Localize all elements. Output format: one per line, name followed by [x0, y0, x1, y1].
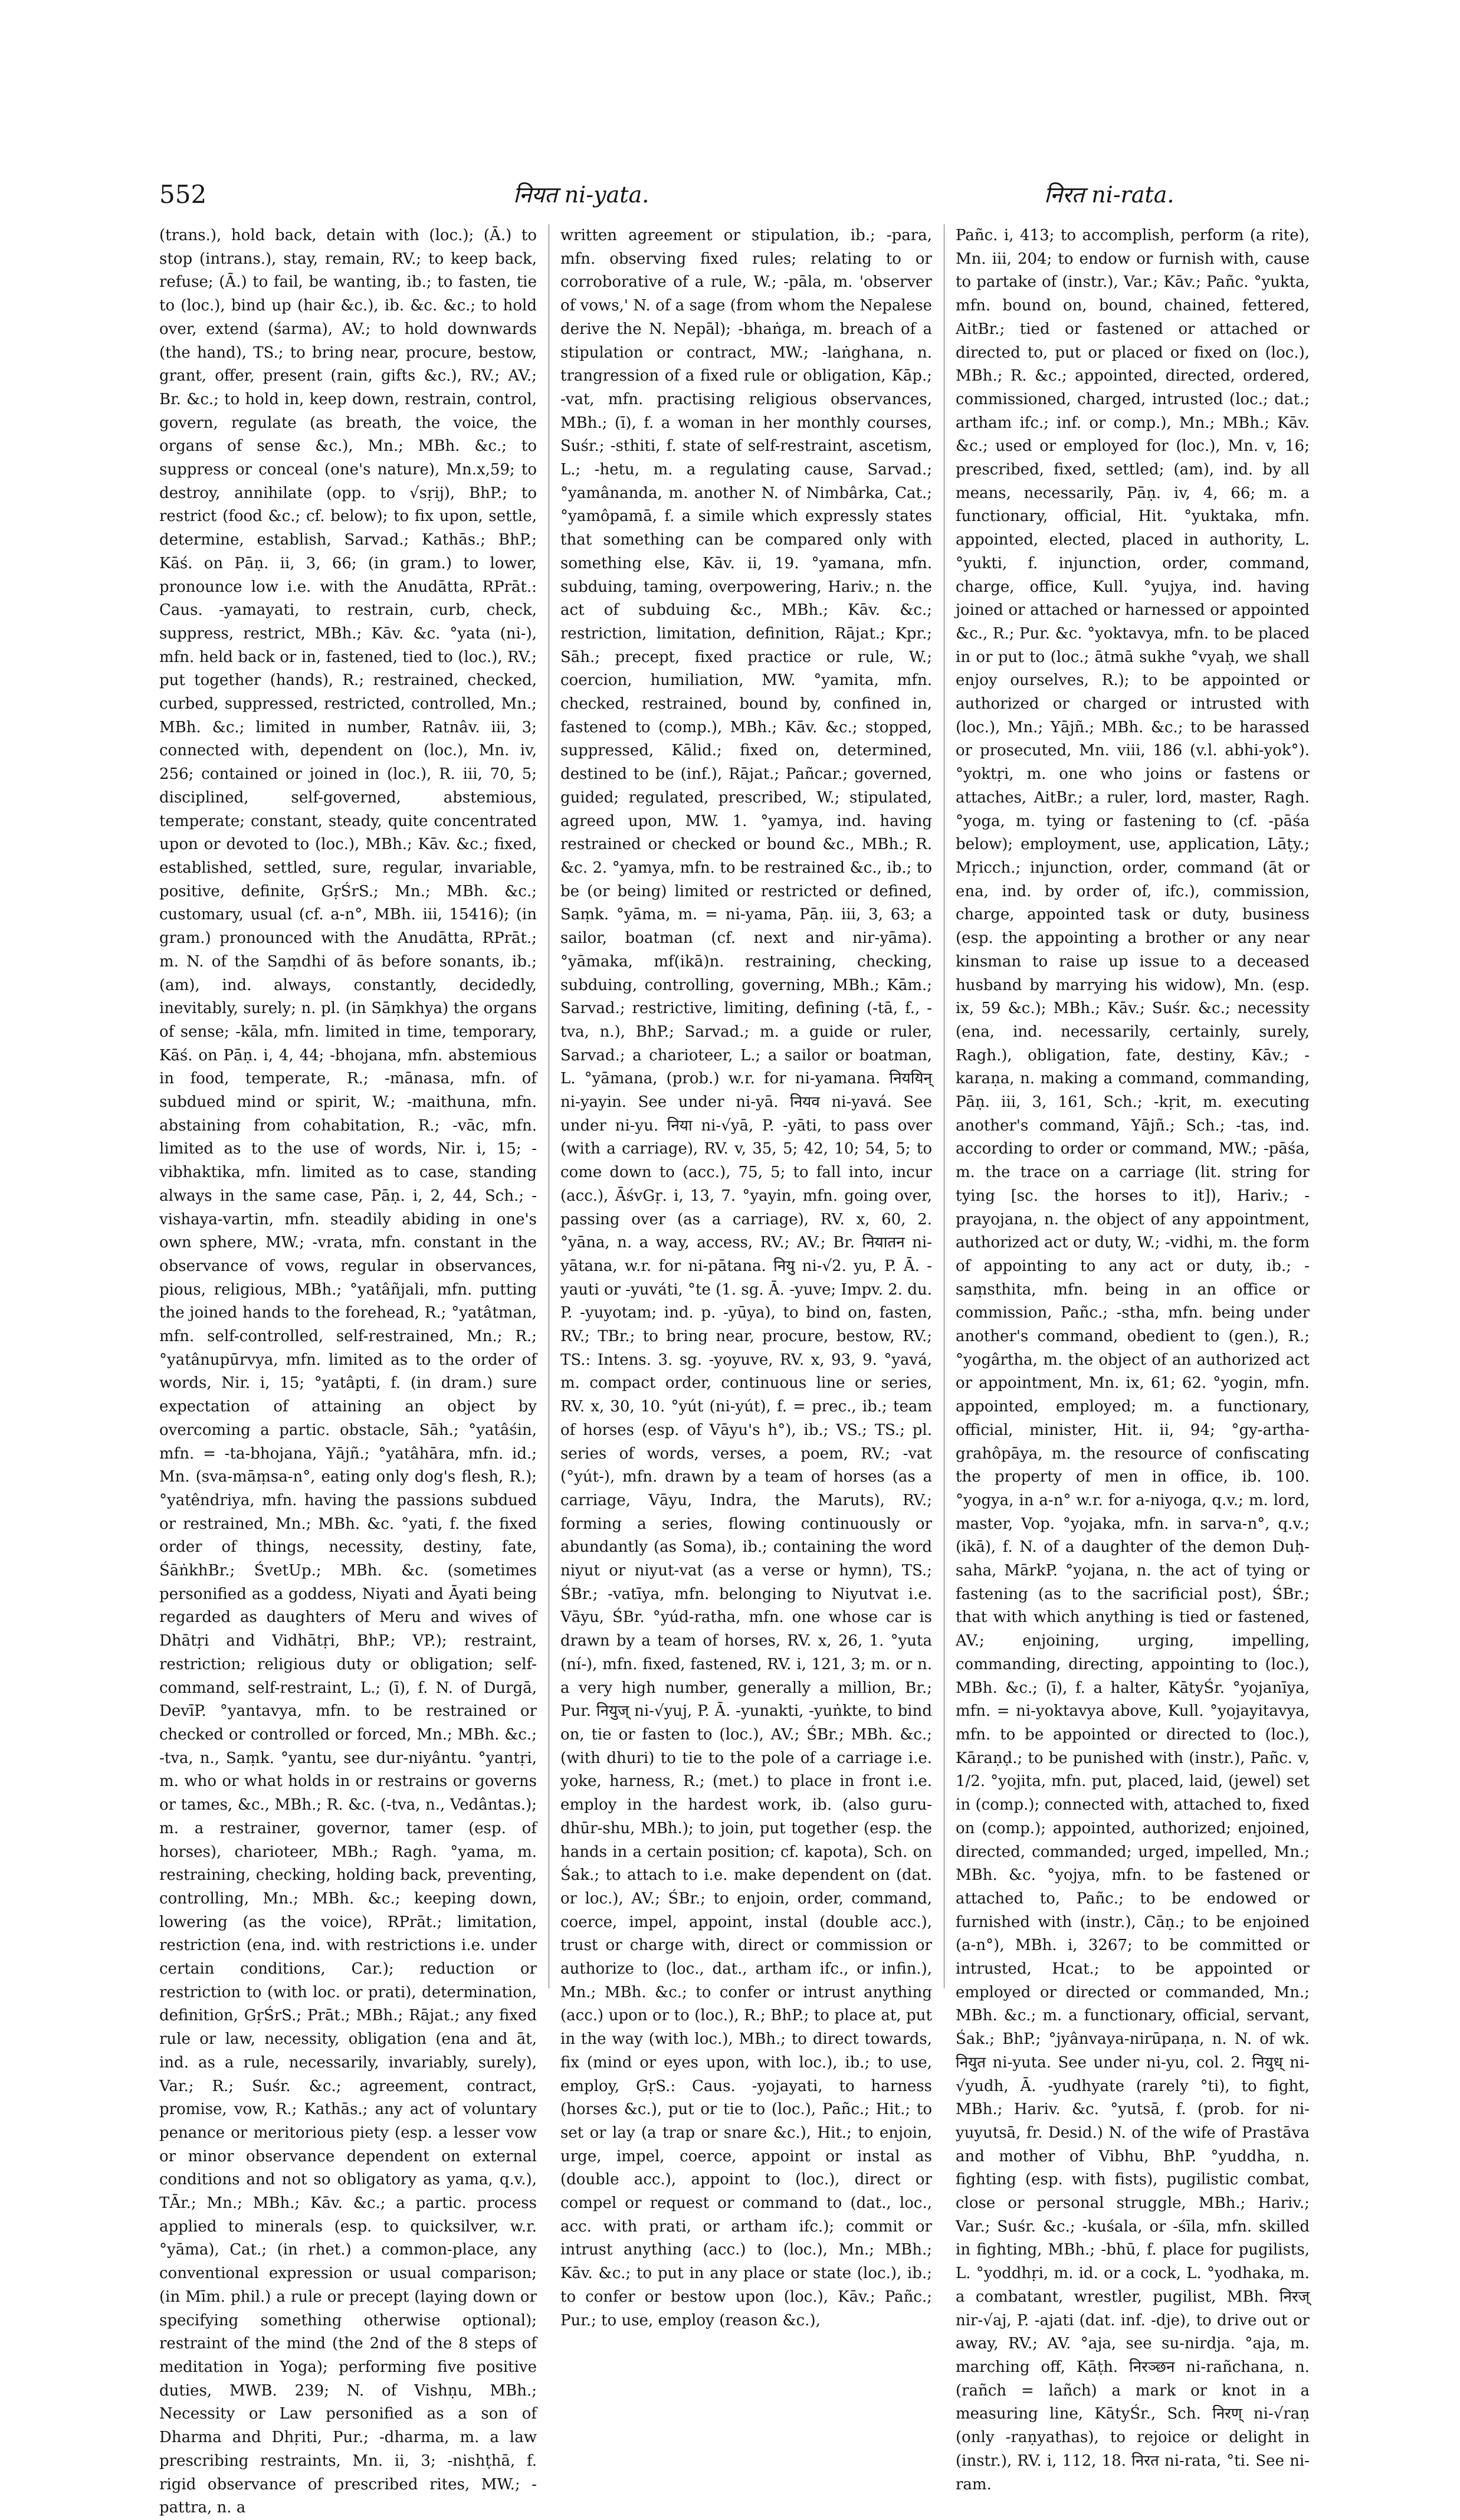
left-running-head: नियत ni-yata.	[513, 182, 649, 208]
running-header	[159, 177, 1310, 212]
column-2-text: written agreement or stipulation, ib.; -para, mfn. observing fixed rules; relating to or corroborative of a rule, W.; -pāla, m. 'observer of vows,' N. of a sage (from whom the Nepalese derive the N. Nepāl); -bhaṅga, m. breach of a stipulation or contract, MW.; -laṅghana, n. trangression of a fixed rule or obligation, Kāp.; -vat, mfn. practising religious observances, MBh.; (ī), f. a woman in her monthly courses, Suśr.; -sthiti, f. state of self-restraint, ascetism, L.; -hetu, m. a regulating cause, Sarvad.; °yamânanda, m. another N. of Nimbârka, Cat.; °yamôpamā, f. a simile which expressly states that something can be compared only with something else, Kāv. ii, 19. °yamana, mfn. subduing, taming, overpowering, Hariv.; n. the act of subduing &c., MBh.; Kāv. &c.; restriction, limitation, definition, Rājat.; Kpr.; Sāh.; precept, fixed practice or rule, W.; coercion, humiliation, MW. °yamita, mfn. checked, restrained, bound by, confined in, fastened to (comp.), MBh.; Kāv. &c.; stopped, suppressed, Kālid.; fixed on, determined, destined to be (inf.), Rājat.; Pañcar.; governed, guided; regulated, prescribed, W.; stipulated, agreed upon, MW. 1. °yamya, ind. having restrained or checked or bound &c., MBh.; R. &c. 2. °yamya, mfn. to be restrained &c., ib.; to be (or being) limited or restricted or defined, Saṃk. °yāma, m. = ni-yama, Pāṇ. iii, 3, 63; a sailor, boatman (cf. next and nir-yāma). °yāmaka, mf(ikā)n. restraining, checking, subduing, controlling, governing, MBh.; Kām.; Sarvad.; restrictive, limiting, defining (-tā, f., -tva, n.), BhP.; Sarvad.; m. a guide or ruler, Sarvad.; a charioteer, L.; a sailor or boatman, L. °yāmana, (prob.) w.r. for ni-yamana. निययिन् ni-yayin. See under ni-yā. नियव ni-yavá. See under ni-yu. निया ni-√yā, P. -yāti, to pass over (with a carriage), RV. v, 35, 5; 42, 10; 54, 5; to come down to (acc.), 75, 5; to fall into, incur (acc.), ĀśvGṛ. i, 13, 7. °yayin, mfn. going over, passing over (as a carriage), RV. x, 60, 2. °yāna, n. a way, access, RV.; AV.; Br. नियातन ni-yātana, w.r. for ni-pātana. नियु ni-√2. yu, P. Ā. -yauti or -yuváti, °te (1. sg. Ā. -yuve; Impv. 2. du. P. -yuyotam; ind. p. -yūya), to bind on, fasten, RV.; TBr.; to bring near, procure, bestow, RV.; TS.: Intens. 3. sg. -yoyuve, RV. x, 93, 9. °yavá, m. compact order, continuous line or series, RV. x, 30, 10. °yút (ni-yút), f. = prec., ib.; team of horses (esp. of Vāyu's h°), ib.; VS.; TS.; pl. series of words, verses, a poem, RV.; -vat (°yút-), mfn. drawn by a team of horses (as a carriage, Vāyu, Indra, the Maruts), RV.; forming a series, flowing continuously or abundantly (as Soma), ib.; containing the word niyut or niyut-vat (as a verse or hymn), TS.; ŚBr.; -vatīya, mfn. belonging to Niyutvat i.e. Vāyu, ŚBr. °yúd-ratha, mfn. one whose car is drawn by a team of horses, RV. x, 26, 1. °yuta (ní-), mfn. fixed, fastened, RV. i, 121, 3; m. or n. a very high number, generally a million, Br.; Pur. नियुज् ni-√yuj, P. Ā. -yunakti, -yuṅkte, to bind on, tie or fasten to (loc.), AV.; ŚBr.; MBh. &c.; (with dhuri) to tie to the pole of a carriage i.e. yoke, harness, R.; (met.) to place in front i.e. employ in the hardest work, ib. (also guru-dhūr-shu, MBh.); to join, put together (esp. the hands in a certain position; cf. kapota), Sch. on Śak.; to attach to i.e. make dependent on (dat. or loc.), AV.; ŚBr.; to enjoin, order, command, coerce, impel, appoint, instal (double acc.), trust or charge with, direct or commission or authorize to (loc., dat., artham ifc., or infin.), Mn.; MBh. &c.; to confer or intrust anything (acc.) upon or to (loc.), R.; BhP.; to place at, put in the way (with loc.), MBh.; to direct towards, fix (mind or eyes upon, with loc.), ib.; to use, employ, GṛS.: Caus. -yojayati, to harness (horses &c.), put or tie to (loc.), Pañc.; Hit.; to set or lay (a trap or snare &c.), Hit.; to enjoin, urge, impel, coerce, appoint or instal as (double acc.), appoint to (loc.), direct or compel or request or command to (dat., loc., acc. with prati, or artham ifc.); commit or intrust anything (acc.) to (loc.), Mn.; MBh.; Kāv. &c.; to put in any place or state (loc.), ib.; to confer or bestow upon (loc.), Kāv.; Pañc.; Pur.; to use, employ (reason &c.),	[560, 227, 932, 2329]
right-running-head: निरत ni-rata.	[1044, 182, 1174, 208]
column-2	[560, 224, 932, 2329]
column-1	[159, 224, 537, 2517]
column-3-text: Pañc. i, 413; to accomplish, perform (a rite), Mn. iii, 204; to endow or furnish with, cause to partake of (instr.), Var.; Kāv.; Pañc. °yukta, mfn. bound on, bound, chained, fettered, AitBr.; tied or fastened or attached or directed to, put or placed or fixed on (loc.), MBh.; R. &c.; appointed, directed, ordered, commissioned, charged, intrusted (loc.; dat.; artham ifc.; inf. or comp.), Mn.; MBh.; Kāv. &c.; used or employed for (loc.), Mn. v, 16; prescribed, fixed, settled; (am), ind. by all means, necessarily, Pāṇ. iv, 4, 66; m. a functionary, official, Hit. °yuktaka, mfn. appointed, elected, placed in authority, L. °yukti, f. injunction, order, command, charge, office, Kull. °yujya, ind. having joined or attached or harnessed or appointed &c., R.; Pur. &c. °yoktavya, mfn. to be placed in or put to (loc.; ātmā sukhe °vyaḥ, we shall enjoy ourselves, R.); to be appointed or authorized or charged or intrusted with (loc.), Mn.; Yājñ.; MBh. &c.; to be harassed or prosecuted, Mn. viii, 186 (v.l. abhi-yok°). °yoktṛi, m. one who joins or fastens or attaches, AitBr.; a ruler, lord, master, Ragh. °yoga, m. tying or fastening to (cf. -pāśa below); employment, use, application, Lāṭy.; Mṛicch.; injunction, order, command (āt or ena, ind. by order of, ifc.), commission, charge, appointed task or duty, business (esp. the appointing a brother or any near kinsman to raise up issue to a deceased husband by marrying his widow), Mn. (esp. ix, 59 &c.); MBh.; Kāv.; Suśr. &c.; necessity (ena, ind. necessarily, certainly, surely, Ragh.), obligation, fate, destiny, Kāv.; -karaṇa, n. making a command, commanding, Pāṇ. iii, 3, 161, Sch.; -kṛit, m. executing another's command, Yājñ.; Sch.; -tas, ind. according to order or command, MW.; -pāśa, m. the trace on a carriage (lit. string for tying [sc. the horses to it]), Hariv.; -prayojana, n. the object of any appointment, authorized act or duty, W.; -vidhi, m. the form of appointing to any act or duty, ib.; -saṃsthita, mfn. being in an office or commission, Pañc.; -stha, mfn. being under another's command, obedient to (gen.), R.; °yogârtha, m. the object of an authorized act or appointment, Mn. ix, 61; 62. °yogin, mfn. appointed, employed; m. a functionary, official, minister, Hit. ii, 94; °gy-artha-grahôpāya, m. the resource of confiscating the property of men in office, ib. 100. °yogya, in a-n° w.r. for a-niyoga, q.v.; m. lord, master, Vop. °yojaka, mfn. in sarva-n°, q.v.; (ikā), f. N. of a daughter of the demon Duḥ-saha, MārkP. °yojana, n. the act of tying or fastening (as to the sacrificial post), ŚBr.; that with which anything is tied or fastened, AV.; enjoining, urging, impelling, commanding, directing, appointing to (loc.), MBh. &c.; (ī), f. a halter, KātyŚr. °yojanīya, mfn. = ni-yoktavya above, Kull. °yojayitavya, mfn. to be appointed or directed to (loc.), Kāraṇḍ.; to be punished with (instr.), Pañc. v, 1/2. °yojita, mfn. put, placed, laid, (jewel) set in (comp.); connected with, attached to, fixed on (comp.); appointed, authorized; enjoined, directed, commanded; urged, impelled, Mn.; MBh. &c. °yojya, mfn. to be fastened or attached to, Pañc.; to be endowed or furnished with (instr.), Cāṇ.; to be enjoined (a-n°), MBh. i, 3267; to be committed or intrusted, Hcat.; to be appointed or employed or directed or commanded, Mn.; MBh. &c.; m. a functionary, official, servant, Śak.; BhP.; °jyânvaya-nirūpaṇa, n. N. of wk. नियुत ni-yuta. See under ni-yu, col. 2. नियुध् ni-√yudh, Ā. -yudhyate (rarely °ti), to fight, MBh.; Hariv. &c. °yutsā, f. (prob. for ni-yuyutsā, fr. Desid.) N. of the wife of Prastāva and mother of Vibhu, BhP. °yuddha, n. fighting (esp. with fists), pugilistic combat, close or personal struggle, MBh.; Hariv.; Var.; Suśr. &c.; -kuśala, or -śīla, mfn. skilled in fighting, MBh.; -bhū, f. place for pugilists, L. °yoddhṛi, m. id. or a cock, L. °yodhaka, m. a combatant, wrestler, pugilist, MBh. निरज् nir-√aj, P. -ajati (dat. inf. -dje), to drive out or away, RV.; AV. °aja, see su-nirdja. °aja, m. marching off, Kāṭh. निरञ्छन ni-rañchana, n. (rañch = lañch) a mark or knot in a measuring line, KātyŚr., Sch. निरण् ni-√raṇ (only -raṇyathas), to rejoice or delight in (instr.), RV. i, 112, 18. निरत ni-rata, °ti. See ni-ram.	[956, 227, 1310, 2493]
page-number: 552	[159, 180, 207, 209]
column-1-text: (trans.), hold back, detain with (loc.); (Ā.) to stop (intrans.), stay, remain, RV.; to keep back, refuse; (Ā.) to fail, be wanting, ib.; to fasten, tie to (loc.), bind up (hair &c.), ib. &c. &c.; to hold over, extend (śarma), AV.; to hold downwards (the hand), TS.; to bring near, procure, bestow, grant, offer, present (rain, gifts &c.), RV.; AV.; Br. &c.; to hold in, keep down, restrain, control, govern, regulate (as breath, the voice, the organs of sense &c.), Mn.; MBh. &c.; to suppress or conceal (one's nature), Mn.x,59; to destroy, annihilate (opp. to √sṛij), BhP.; to restrict (food &c.; cf. below); to fix upon, settle, determine, establish, Sarvad.; Kathās.; BhP.; Kāś. on Pāṇ. ii, 3, 66; (in gram.) to lower, pronounce low i.e. with the Anudātta, RPrāt.: Caus. -yamayati, to restrain, curb, check, suppress, restrict, MBh.; Kāv. &c. °yata (ni-), mfn. held back or in, fastened, tied to (loc.), RV.; put together (hands), R.; restrained, checked, curbed, suppressed, restricted, controlled, Mn.; MBh. &c.; limited in number, Ratnâv. iii, 3; connected with, dependent on (loc.), Mn. iv, 256; contained or joined in (loc.), R. iii, 70, 5; disciplined, self-governed, abstemious, temperate; constant, steady, quite concentrated upon or devoted to (loc.), MBh.; Kāv. &c.; fixed, established, settled, sure, regular, invariable, positive, definite, GṛŚrS.; Mn.; MBh. &c.; customary, usual (cf. a-n°, MBh. iii, 15416); (in gram.) pronounced with the Anudātta, RPrāt.; m. N. of the Saṃdhi of ās before sonants, ib.; (am), ind. always, constantly, decidedly, inevitably, surely; n. pl. (in Sāṃkhya) the organs of sense; -kāla, mfn. limited in time, temporary, Kāś. on Pāṇ. i, 4, 44; -bhojana, mfn. abstemious in food, temperate, R.; -mānasa, mfn. of subdued mind or spirit, W.; -maithuna, mfn. abstaining from cohabitation, R.; -vāc, mfn. limited as to the use of words, Nir. i, 15; -vibhaktika, mfn. limited as to case, standing always in the same case, Pāṇ. i, 2, 44, Sch.; -vishaya-vartin, mfn. steadily abiding in one's own sphere, MW.; -vrata, mfn. constant in the observance of vows, regular in observances, pious, religious, MBh.; °yatâñjali, mfn. putting the joined hands to the forehead, R.; °yatâtman, mfn. self-controlled, self-restrained, Mn.; R.; °yatânupūrvya, mfn. limited as to the order of words, Nir. i, 15; °yatâpti, f. (in dram.) sure expectation of attaining an object by overcoming a partic. obstacle, Sāh.; °yatâśin, mfn. = -ta-bhojana, Yājñ.; °yatâhāra, mfn. id.; Mn. (sva-māṃsa-n°, eating only dog's flesh, R.); °yatêndriya, mfn. having the passions subdued or restrained, Mn.; MBh. &c. °yati, f. the fixed order of things, necessity, destiny, fate, ŚāṅkhBr.; ŚvetUp.; MBh. &c. (sometimes personified as a goddess, Niyati and Āyati being regarded as daughters of Meru and wives of Dhātṛi and Vidhātṛi, BhP.; VP.); restraint, restriction; religious duty or obligation; self-command, self-restraint, L.; (ī), f. N. of Durgā, DevīP. °yantavya, mfn. to be restrained or checked or controlled or forced, Mn.; MBh. &c.; -tva, n., Saṃk. °yantu, see dur-niyântu. °yantṛi, m. who or what holds in or restrains or governs or tames, &c., MBh.; R. &c. (-tva, n., Vedântas.); m. a restrainer, governor, tamer (esp. of horses), charioteer, MBh.; Ragh. °yama, m. restraining, checking, holding back, preventing, controlling, Mn.; MBh. &c.; keeping down, lowering (as the voice), RPrāt.; limitation, restriction (ena, ind. with restrictions i.e. under certain conditions, Car.); reduction or restriction to (with loc. or prati), determination, definition, GṛŚrS.; Prāt.; MBh.; Rājat.; any fixed rule or law, necessity, obligation (ena and āt, ind. as a rule, necessarily, invariably, surely), Var.; R.; Suśr. &c.; agreement, contract, promise, vow, R.; Kathās.; any act of voluntary penance or meritorious piety (esp. a lesser vow or minor observance dependent on external conditions and not so obligatory as yama, q.v.), TĀr.; Mn.; MBh.; Kāv. &c.; a partic. process applied to minerals (esp. to quicksilver, w.r. °yāma), Cat.; (in rhet.) a common-place, any conventional expression or usual comparison; (in Mīm. phil.) a rule or precept (laying down or specifying something otherwise optional); restraint of the mind (the 2nd of the 8 steps of meditation in Yoga); performing five positive duties, MWB. 239; N. of Vishṇu, MBh.; Necessity or Law personified as a son of Dharma and Dhṛiti, Pur.; -dharma, m. a law prescribing restraints, Mn. ii, 3; -nishṭhā, f. rigid observance of prescribed rites, MW.; -pattra, n. a	[159, 227, 537, 2517]
column-3	[956, 224, 1310, 2493]
